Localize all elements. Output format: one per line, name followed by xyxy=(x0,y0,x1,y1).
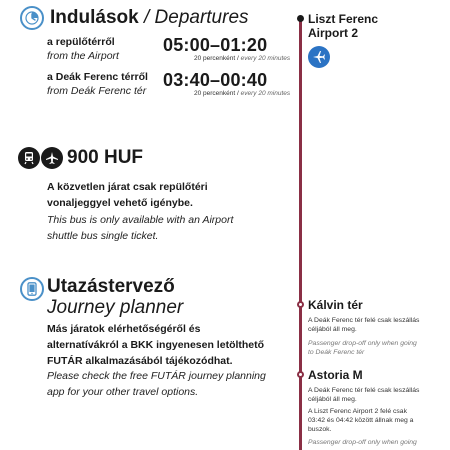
clock-icon xyxy=(20,6,44,30)
departure-from-label-en: from Deák Ferenc tér xyxy=(47,85,147,97)
planner-title xyxy=(47,276,183,318)
ticket-text-en: This bus is only available with an Airport shuttle bus single ticket. xyxy=(47,214,234,242)
frequency-en: every 20 minutes xyxy=(240,90,291,97)
airplane-icon xyxy=(41,147,63,169)
departure-time: 05:00–01:20 xyxy=(163,35,268,55)
frequency-hu: 20 percenként xyxy=(194,90,236,97)
planner-text-en: Please check the free FUTÁR journey planning app for your other travel options. xyxy=(47,370,266,398)
departure-frequency: 20 percenként / every 20 minutes xyxy=(194,55,291,62)
stop-note-en: Passenger drop-off only when going to Deák Ferenc tér xyxy=(308,340,417,356)
departure-from-label: a Deák Ferenc térről xyxy=(47,71,148,83)
stop-note-hu: A Deák Ferenc tér felé csak leszállás céljából áll meg. xyxy=(308,317,420,333)
frequency-hu: 20 percenként xyxy=(194,55,236,62)
stop-marker xyxy=(297,371,304,378)
planner-text-hu: Más járatok elérhetőségéről és alternatívákról a BKK ingyenesen letölthető FUTÁR alkalmazásából tájékozódhat. xyxy=(47,323,265,367)
departure-from-label-en: from the Airport xyxy=(47,50,119,62)
planner-title-en: Journey planner xyxy=(47,297,184,318)
stop-marker xyxy=(297,15,304,22)
departure-frequency: 20 percenként / every 20 minutes xyxy=(194,90,291,97)
ticket-price: 900 HUF xyxy=(67,147,144,168)
frequency-en: every 20 minutes xyxy=(240,55,291,62)
departures-title: Indulások / Departures xyxy=(50,7,249,28)
stop-name-astoria: Astoria M xyxy=(308,368,363,382)
stop-name-airport: Liszt Ferenc Airport 2 xyxy=(308,12,379,40)
stop-note-hu: A Deák Ferenc tér felé csak leszállás céljából áll meg. xyxy=(308,387,420,403)
route-line xyxy=(299,18,302,450)
planner-title-hu: Utazástervező xyxy=(47,276,175,297)
stop-note-en: Passenger drop-off only when going xyxy=(308,439,417,446)
departures-title-en: Departures xyxy=(154,7,249,28)
stop-marker xyxy=(297,301,304,308)
smartphone-icon xyxy=(20,277,44,301)
stop-name-kalvin: Kálvin tér xyxy=(308,298,363,312)
departure-time: 03:40–00:40 xyxy=(163,70,268,90)
airplane-icon xyxy=(308,46,330,68)
departure-from-label: a repülőtérről xyxy=(47,36,115,48)
ticket-text-hu: A közvetlen járat csak repülőtéri vonaljeggyel vehető igénybe. xyxy=(47,181,208,209)
tram-icon xyxy=(18,147,40,169)
stop-note-hu-2: A Liszt Ferenc Airport 2 felé csak 03:42 és 04:42 között állnak meg a buszok. xyxy=(308,408,414,433)
departures-title-hu: Indulások xyxy=(50,7,139,28)
